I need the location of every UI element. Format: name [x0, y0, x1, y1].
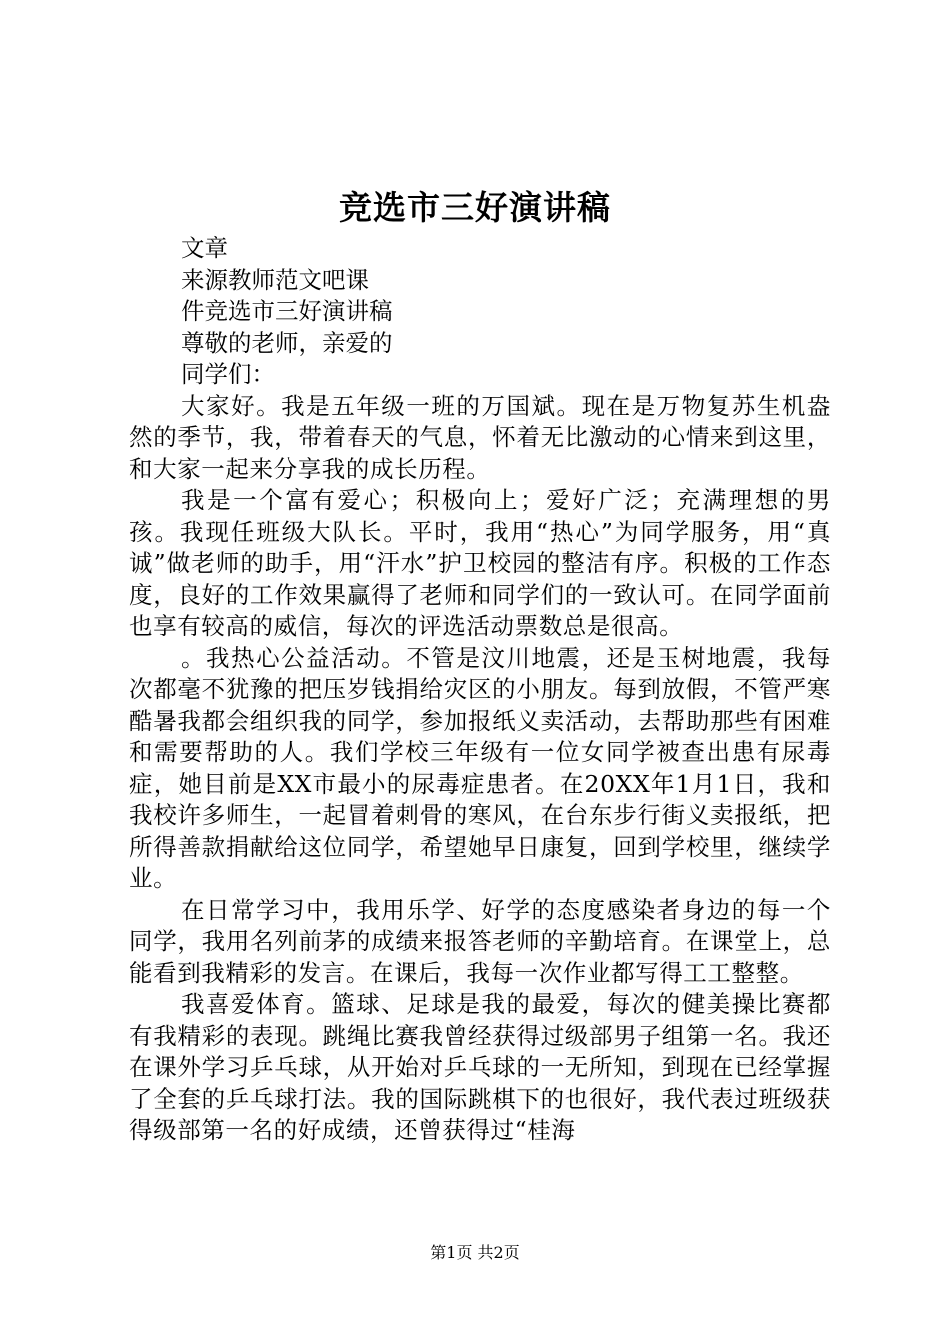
- paragraph: 在日常学习中，我用乐学、好学的态度感染者身边的每一个同学，我用名列前茅的成绩来报答老师的辛勤培育。在课堂上，总能看到我精彩的发言。在课后，我每一次作业都写得工工整整。: [129, 895, 831, 987]
- document-body: [129, 233, 831, 1147]
- paragraph: 。我热心公益活动。不管是汶川地震，还是玉树地震，我每次都毫不犹豫的把压岁钱捐给灾区的小朋友。每到放假，不管严寒酷暑我都会组织我的同学，参加报纸义卖活动，去帮助那些有困难和需要帮助的人。我们学校三年级有一位女同学被查出患有尿毒症，她目前是XX市最小的尿毒症患者。在20XX年1月1日，我和我校许多师生，一起冒着刺骨的寒风，在台东步行街义卖报纸，把所得善款捐献给这位同学，希望她早日康复，回到学校里，继续学业。: [129, 643, 831, 892]
- header-line: 文章: [181, 234, 228, 262]
- paragraph: 我是一个富有爱心；积极向上；爱好广泛；充满理想的男孩。我现任班级大队长。平时，我用“热心”为同学服务，用“真诚”做老师的助手，用“汗水”护卫校园的整洁有序。积极的工作态度，良好的工作效果赢得了老师和同学们的一致认可。在同学面前也享有较高的威信，每次的评选活动票数总是很高。: [129, 486, 831, 640]
- header-line: 来源教师范文吧课: [181, 265, 369, 294]
- header-line: 件竞选市三好演讲稿: [181, 297, 393, 325]
- paragraph: 我喜爱体育。篮球、足球是我的最爱，每次的健美操比赛都有我精彩的表现。跳绳比赛我曾经获得过级部男子组第一名。我还在课外学习乒乓球，从开始对乒乓球的一无所知，到现在已经掌握了全套的乒乓球打法。我的国际跳棋下的也很好，我代表过班级获得级部第一名的好成绩，还曾获得过“桂海: [129, 990, 831, 1144]
- document-title: 竞选市三好演讲稿: [339, 188, 611, 227]
- page-footer: 第1页 共2页: [430, 1243, 520, 1262]
- paragraph: 大家好。我是五年级一班的万国斌。现在是万物复苏生机盎然的季节，我，带着春天的气息，怀着无比激动的心情来到这里，和大家一起来分享我的成长历程。: [129, 391, 831, 483]
- header-line: 尊敬的老师，亲爱的: [181, 328, 393, 357]
- header-line: 同学们：: [181, 360, 275, 388]
